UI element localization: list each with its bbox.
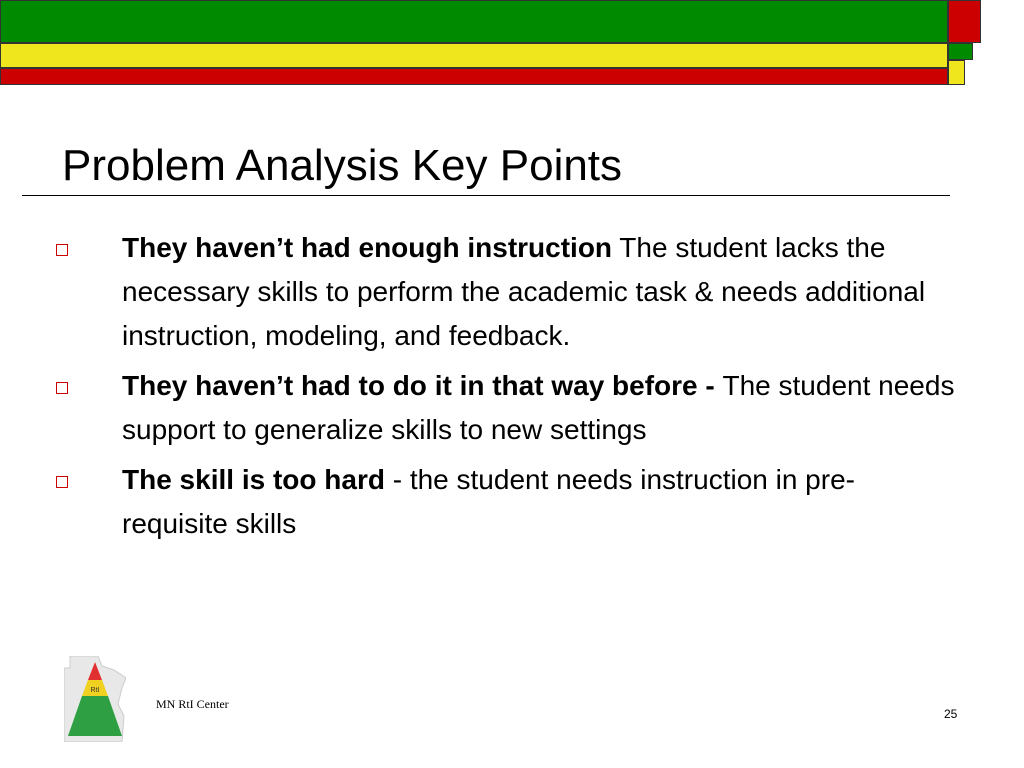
bullet-heading: They haven’t had to do it in that way before - xyxy=(122,370,723,401)
mn-rti-logo-icon xyxy=(64,656,126,742)
square-bullet-icon xyxy=(56,244,68,256)
header-bar-red xyxy=(0,68,948,85)
header-bar-yellow xyxy=(0,43,948,68)
title-underline xyxy=(22,195,950,196)
bullet-heading: They haven’t had enough instruction xyxy=(122,232,613,263)
bullet-item xyxy=(56,226,956,358)
logo-label: RtI xyxy=(90,687,100,694)
bullet-text: The student lacks the necessary skills to perform the academic task & needs additional instruction, modeling, and feedback. xyxy=(122,232,926,351)
bullet-item xyxy=(56,364,956,452)
square-bullet-icon xyxy=(56,476,68,488)
header-bar-green xyxy=(0,0,948,43)
corner-square-green xyxy=(948,43,973,60)
footer-org: MN RtI Center xyxy=(156,697,229,711)
bullet-list xyxy=(56,226,956,552)
corner-square-yellow xyxy=(948,60,965,85)
bullet-item xyxy=(56,458,956,546)
slide-title: Problem Analysis Key Points xyxy=(62,141,623,190)
bullet-text: - the student needs instruction in pre-requisite skills xyxy=(122,464,855,539)
bullet-heading: The skill is too hard xyxy=(122,464,385,495)
square-bullet-icon xyxy=(56,382,68,394)
corner-square-red xyxy=(948,0,981,43)
page-number: 25 xyxy=(944,707,958,721)
bullet-text: The student needs support to generalize skills to new settings xyxy=(122,370,955,445)
